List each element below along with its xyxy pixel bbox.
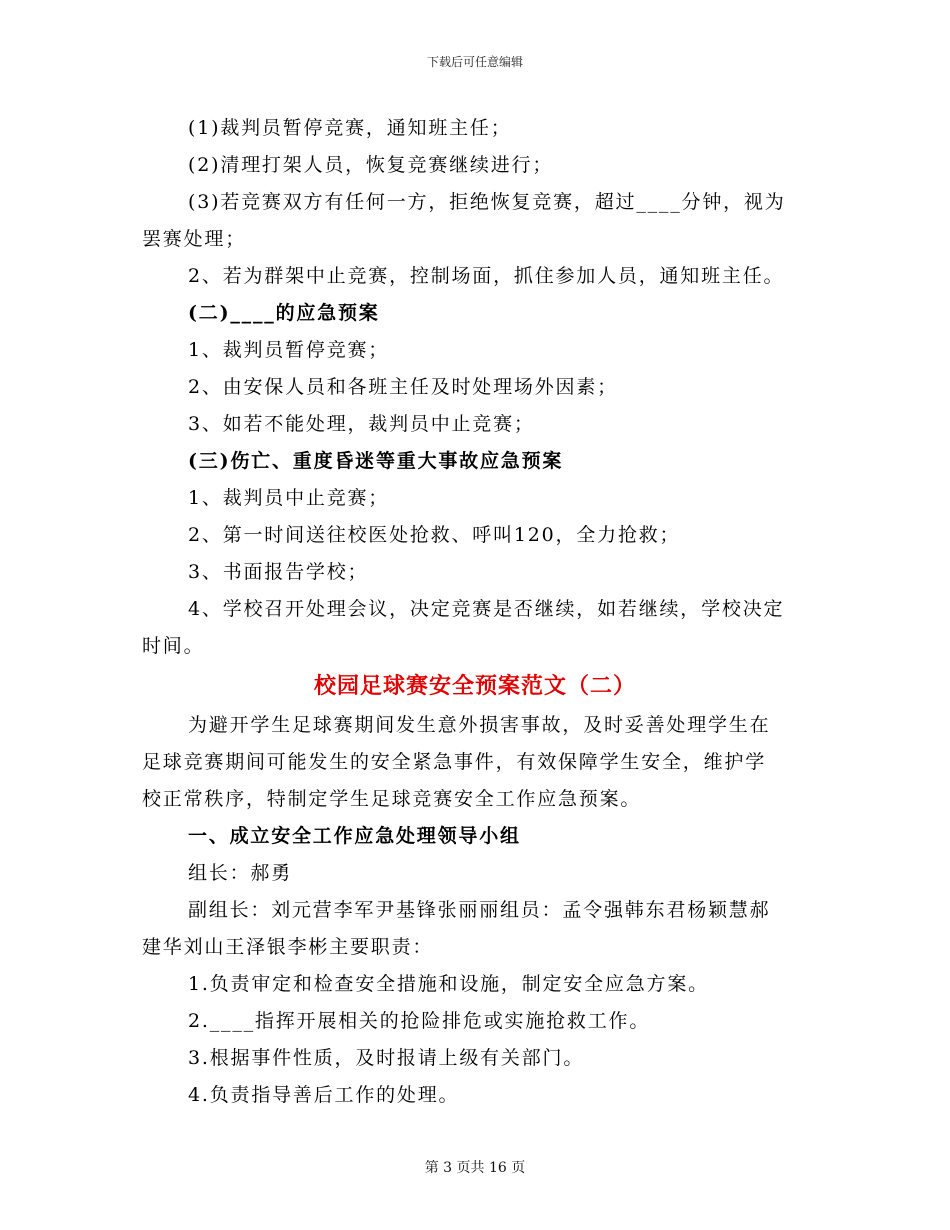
subsection-heading: (二)____的应急预案 <box>188 302 380 324</box>
subsection-heading: (三)伤亡、重度昏迷等重大事故应急预案 <box>188 450 564 472</box>
text-line: 副组长：刘元营李军尹基锋张丽丽组员：孟令强韩东君杨颖慧郝 <box>188 899 771 921</box>
text-line: 罢赛处理； <box>142 228 247 250</box>
text-line: 1.负责审定和检查安全措施和设施，制定安全应急方案。 <box>188 973 709 995</box>
text-line: 2、由安保人员和各班主任及时处理场外因素； <box>188 376 618 398</box>
text-line: 1、裁判员暂停竞赛； <box>188 339 390 361</box>
text-line: 建华刘山王泽银李彬主要职责： <box>142 936 434 958</box>
text-line: (2)清理打架人员，恢复竞赛继续进行； <box>188 154 554 176</box>
text-line: (1)裁判员暂停竞赛，通知班主任； <box>188 117 512 139</box>
text-line: 足球竞赛期间可能发生的安全紧急事件，有效保障学生安全，维护学 <box>142 751 767 773</box>
text-line: 校正常秩序，特制定学生足球竞赛安全工作应急预案。 <box>142 788 642 810</box>
text-line: 4、学校召开处理会议，决定竞赛是否继续，如若继续，学校决定 <box>188 598 785 620</box>
subsection-heading: 一、成立安全工作应急处理领导小组 <box>188 825 521 847</box>
text-line: 2、第一时间送往校医处抢救、呼叫120，全力抢救； <box>188 524 681 546</box>
page-header: 下载后可任意编辑 <box>426 55 523 69</box>
text-line: 4.负责指导善后工作的处理。 <box>188 1084 460 1106</box>
text-line: 为避开学生足球赛期间发生意外损害事故，及时妥善处理学生在 <box>188 714 771 736</box>
text-line: 2、若为群架中止竞赛，控制场面，抓住参加人员，通知班主任。 <box>188 265 785 287</box>
text-line: 1、裁判员中止竞赛； <box>188 487 390 509</box>
page-footer: 第 3 页共 16 页 <box>424 1160 526 1176</box>
text-line: (3)若竞赛双方有任何一方，拒绝恢复竞赛，超过____分钟，视为 <box>188 191 786 213</box>
text-line: 3、如若不能处理，裁判员中止竞赛； <box>188 413 535 435</box>
text-line: 2.____指挥开展相关的抢险排危或实施抢救工作。 <box>188 1010 651 1032</box>
text-line: 组长：郝勇 <box>188 862 293 884</box>
text-line: 时间。 <box>142 635 205 657</box>
section-title: 校园足球赛安全预案范文（二） <box>313 673 636 699</box>
text-line: 3.根据事件性质，及时报请上级有关部门。 <box>188 1047 585 1069</box>
text-line: 3、书面报告学校； <box>188 561 369 583</box>
